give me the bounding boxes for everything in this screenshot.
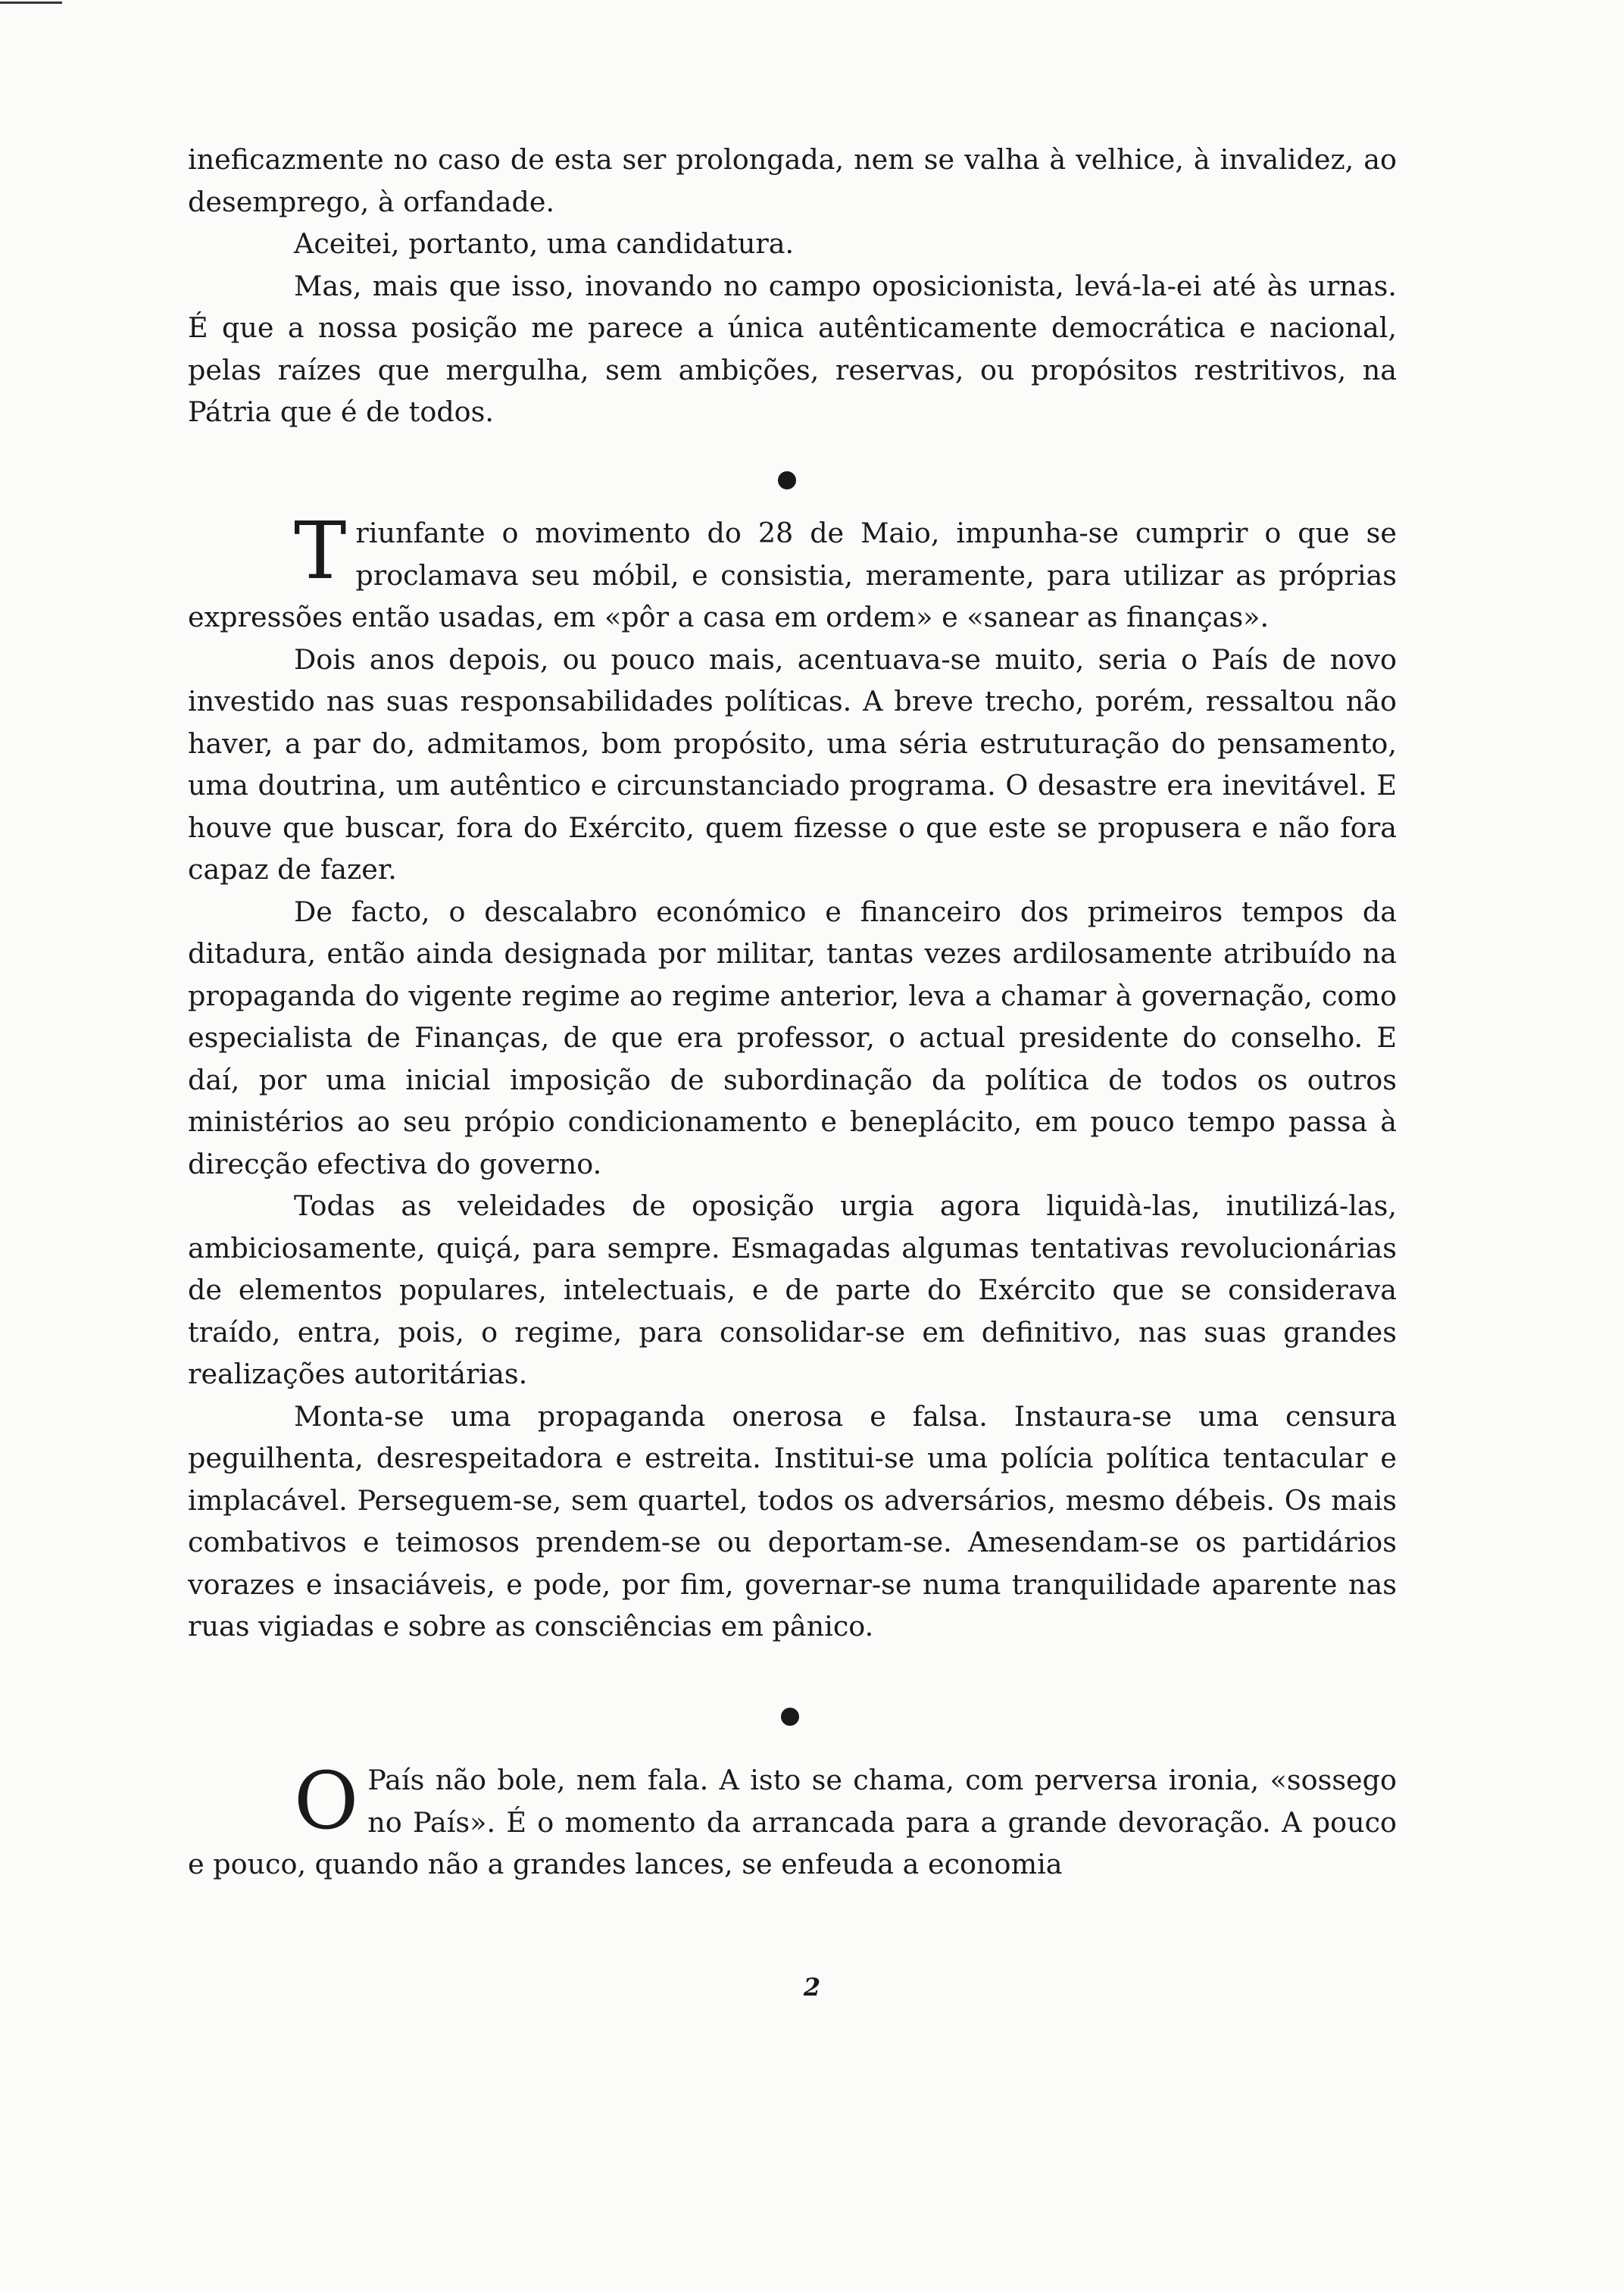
corner-rule (0, 2, 62, 4)
dropcap-letter: T (294, 505, 347, 597)
paragraph-2-2: Dois anos depois, ou pouco mais, acentuava-se muito, seria o País de novo investido nas suas responsabilidades políticas. A breve trecho, porém, ressaltou não haver, a par do, admitamos, bom propósito, uma séria estruturação do pensamento, uma doutrina, um autêntico e circunstanciado programa. O desastre era inevitável. E houve que buscar, fora do Exército, quem fizesse o que este se propusera e não fora capaz de fazer. (188, 642, 1397, 886)
section-3 (188, 1755, 1397, 1886)
paragraph-2-1: riunfante o movimento do 28 de Maio, impunha-se cumprir o que se proclamava seu móbil, e consistia, meramente, para utilizar as próprias expressões então usadas, em «pôr a casa em ordem» e «sanear as finanças». (188, 517, 1397, 633)
section-separator-bullet (778, 471, 796, 489)
paragraph-1-3: Mas, mais que isso, inovando no campo oposicionista, levá-la-ei até às urnas. É que a nossa posição me parece a única autênticamente democrática e nacional, pelas raízes que mergulha, sem ambições, reservas, ou propósitos restritivos, na Pátria que é de todos. (188, 269, 1397, 428)
paragraph-3-1: País não bole, nem fala. A isto se chama, com perversa ironia, «sossego no País». É o momento da arrancada para a grande devoração. A pouco e pouco, quando não a grandes lances, se enfeuda a economia (188, 1764, 1397, 1880)
paragraph-2-3: De facto, o descalabro económico e financeiro dos primeiros tempos da ditadura, então ainda designada por militar, tantas vezes ardilosamente atribuído na propaganda do vigente regime ao regime anterior, leva a chamar à governação, como especialista de Finanças, de que era professor, o actual presidente do conselho. E daí, por uma inicial imposição de subordinação da política de todos os outros ministérios ao seu própio condicionamento e beneplácito, em pouco tempo passa à direcção efectiva do governo. (188, 895, 1397, 1180)
section-2 (188, 505, 1397, 1648)
section-separator-bullet (781, 1708, 799, 1726)
dropcap-letter: O (294, 1755, 359, 1847)
paragraph-2-5: Monta-se uma propaganda onerosa e falsa. Instaura-se uma censura peguilhenta, desrespeitadora e estreita. Institui-se uma polícia política tentacular e implacável. Perseguem-se, sem quartel, todos os adversários, mesmo débeis. Os mais combativos e teimosos prendem-se ou deportam-se. Amesendam-se os partidários vorazes e insaciáveis, e pode, por fim, governar-se numa tranquilidade aparente nas ruas vigiadas e sobre as consciências em pânico. (188, 1399, 1397, 1642)
paragraph-1-2: Aceitei, portanto, uma candidatura. (294, 227, 795, 260)
section-1 (188, 139, 1397, 433)
paragraph-2-4: Todas as veleidades de oposição urgia agora liquidà-las, inutilizá-las, ambiciosamente, quiçá, para sempre. Esmagadas algumas tentativas revolucionárias de elementos populares, intelectuais, e de parte do Exército que se considerava traído, entra, pois, o regime, para consolidar-se em definitivo, nas suas grandes realizações autoritárias. (188, 1189, 1397, 1390)
page-number: 2 (803, 1973, 821, 2002)
paragraph-1-1: ineficazmente no caso de esta ser prolongada, nem se valha à velhice, à invalidez, ao desemprego, à orfandade. (188, 143, 1397, 218)
